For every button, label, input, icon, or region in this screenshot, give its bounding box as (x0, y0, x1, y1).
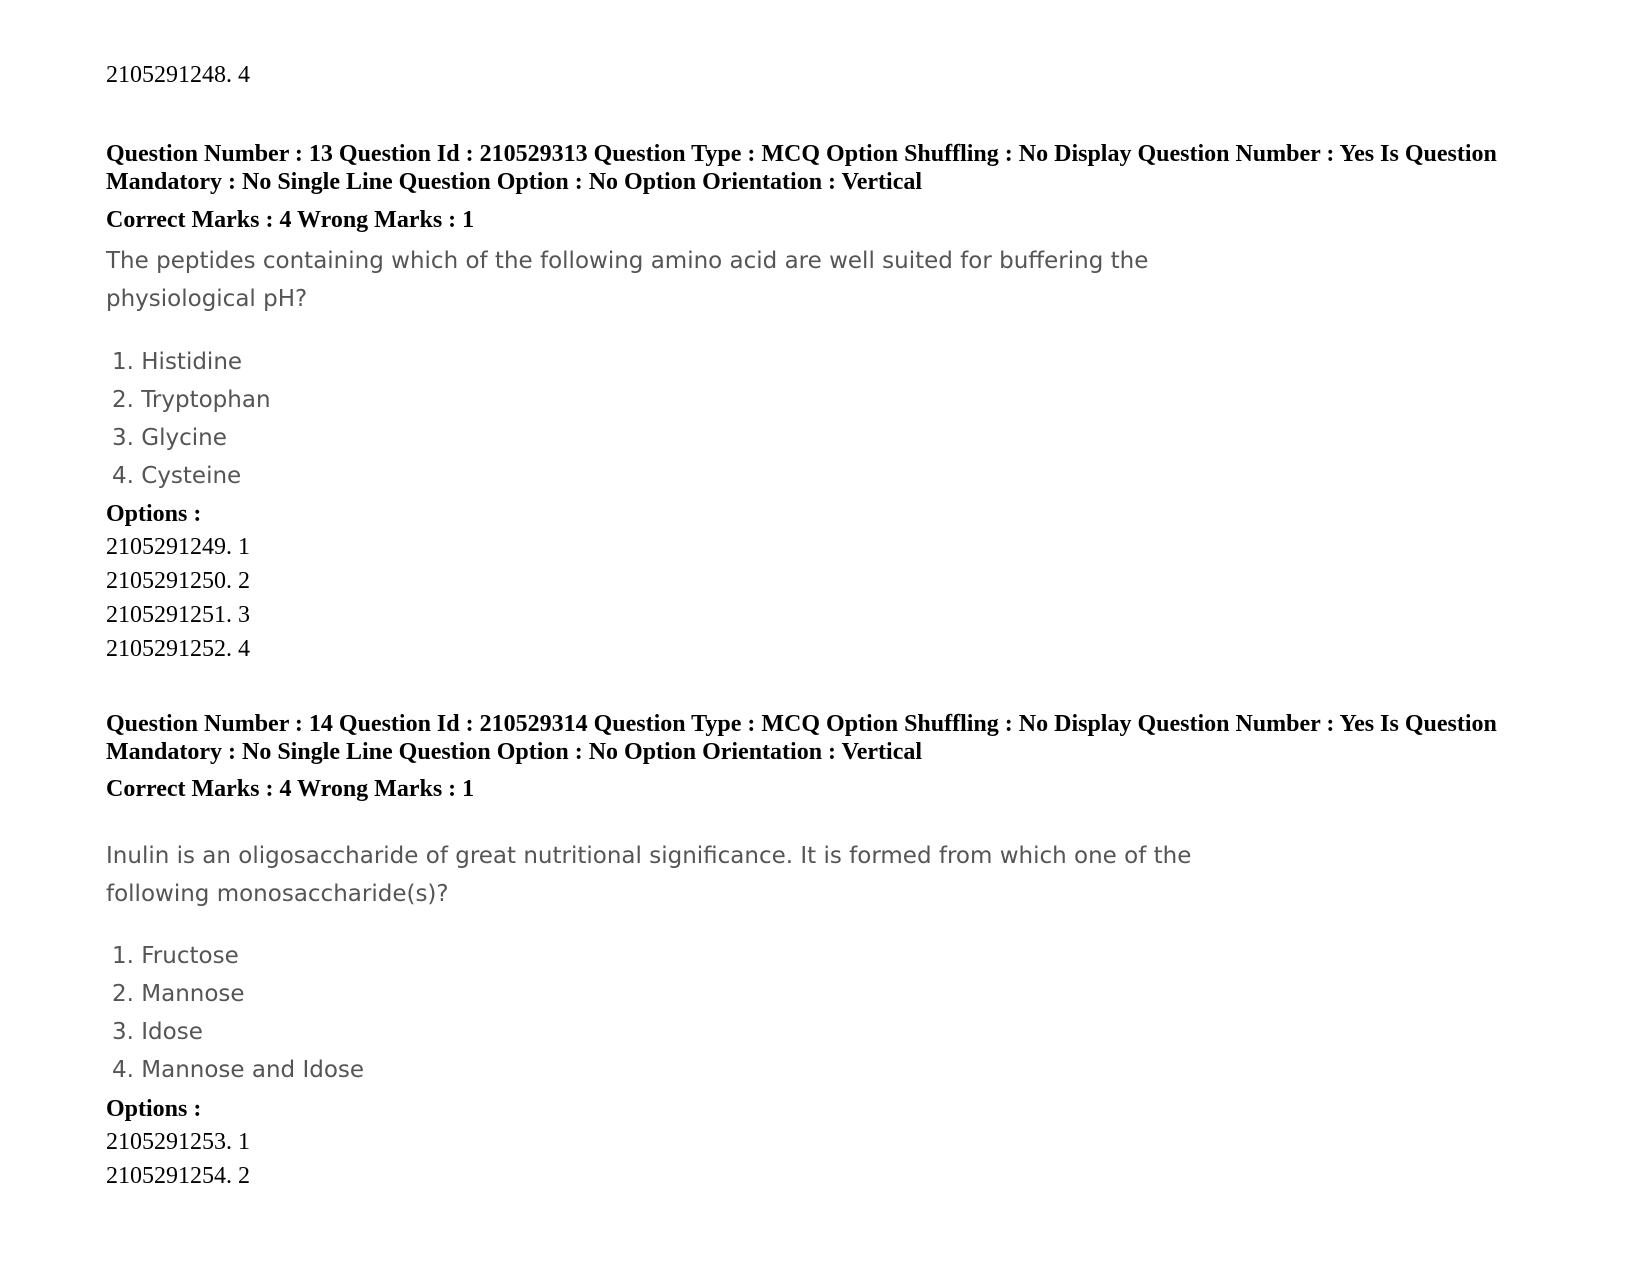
previous-answer-option: 2105291248. 4 (106, 62, 250, 88)
answer-option: 2105291249. 1 (106, 534, 250, 560)
choice-item: 2. Mannose (112, 981, 245, 1007)
choice-item: 1. Histidine (112, 349, 243, 375)
answer-option: 2105291251. 3 (106, 602, 250, 628)
answer-options (106, 1125, 250, 1193)
choice-item: 3. Idose (112, 1019, 203, 1045)
answer-option: 2105291252. 4 (106, 636, 250, 662)
question-marks: Correct Marks : 4 Wrong Marks : 1 (106, 207, 475, 233)
question-choices (112, 343, 271, 495)
question-choices (112, 937, 364, 1089)
choice-item: 1. Fructose (112, 943, 239, 969)
options-label: Options : (106, 501, 202, 527)
question-header: Question Number : 14 Question Id : 210529314 Question Type : MCQ Option Shuffling : No Display Question Number : Yes Is Question Mandatory : No Single Line Question Option : No Option Orientation : Vertical (106, 711, 1497, 765)
question-text: The peptides containing which of the following amino acid are well suited for buffering the physiological pH? (106, 248, 1149, 312)
answer-options (106, 530, 250, 666)
choice-item: 4. Mannose and Idose (112, 1057, 365, 1083)
choice-item: 3. Glycine (112, 425, 227, 451)
answer-option: 2105291250. 2 (106, 568, 250, 594)
question-text: Inulin is an oligosaccharide of great nutritional significance. It is formed from which one of the following monosaccharide(s)? (106, 843, 1192, 907)
question-marks: Correct Marks : 4 Wrong Marks : 1 (106, 776, 475, 802)
question-header: Question Number : 13 Question Id : 210529313 Question Type : MCQ Option Shuffling : No Display Question Number : Yes Is Question Mandatory : No Single Line Question Option : No Option Orientation : Vertical (106, 141, 1497, 195)
choice-item: 4. Cysteine (112, 463, 242, 489)
answer-option: 2105291253. 1 (106, 1129, 250, 1155)
answer-option: 2105291254. 2 (106, 1163, 250, 1189)
options-label: Options : (106, 1096, 202, 1122)
choice-item: 2. Tryptophan (112, 387, 271, 413)
